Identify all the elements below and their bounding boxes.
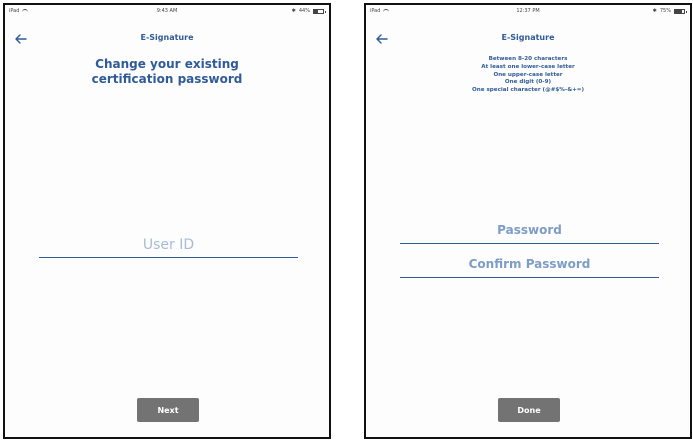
rule-item: Between 8-20 characters	[488, 56, 568, 62]
password-input[interactable]	[400, 217, 659, 244]
confirm-password-input[interactable]	[400, 251, 659, 278]
status-bar	[5, 5, 329, 17]
rule-item: One digit (0-9)	[504, 79, 552, 86]
status-time: 9:43 AM	[156, 8, 178, 14]
done-button[interactable]: Done	[498, 398, 560, 422]
status-time: 12:37 PM	[516, 8, 540, 14]
battery-icon	[674, 9, 685, 14]
rule-item: At least one lower-case letter	[481, 63, 575, 70]
next-button[interactable]: Next	[137, 398, 199, 422]
heading-line: certification password	[91, 72, 243, 86]
battery-fill	[675, 10, 682, 13]
bluetooth-icon: ✱	[652, 8, 657, 14]
status-bar	[366, 5, 690, 17]
page-heading	[5, 57, 329, 87]
battery-icon	[313, 9, 324, 14]
nav-title: E-Signature	[501, 33, 555, 42]
bluetooth-icon: ✱	[291, 8, 296, 14]
password-rules	[366, 56, 690, 95]
rule-item: One special character (@#$%-&+=)	[471, 87, 585, 94]
nav-bar	[366, 31, 690, 51]
battery-fill	[314, 10, 318, 13]
right-screen	[364, 3, 692, 439]
rule-item: One upper-case letter	[493, 71, 563, 78]
device-label: iPad	[9, 8, 20, 14]
heading-line: Change your existing	[95, 57, 239, 71]
nav-bar	[5, 31, 329, 51]
device-label: iPad	[370, 8, 381, 14]
battery-percent: 75%	[659, 8, 671, 14]
left-screen	[3, 3, 331, 439]
user-id-input[interactable]	[39, 233, 298, 258]
battery-percent: 44%	[298, 8, 310, 14]
nav-title: E-Signature	[140, 33, 194, 42]
